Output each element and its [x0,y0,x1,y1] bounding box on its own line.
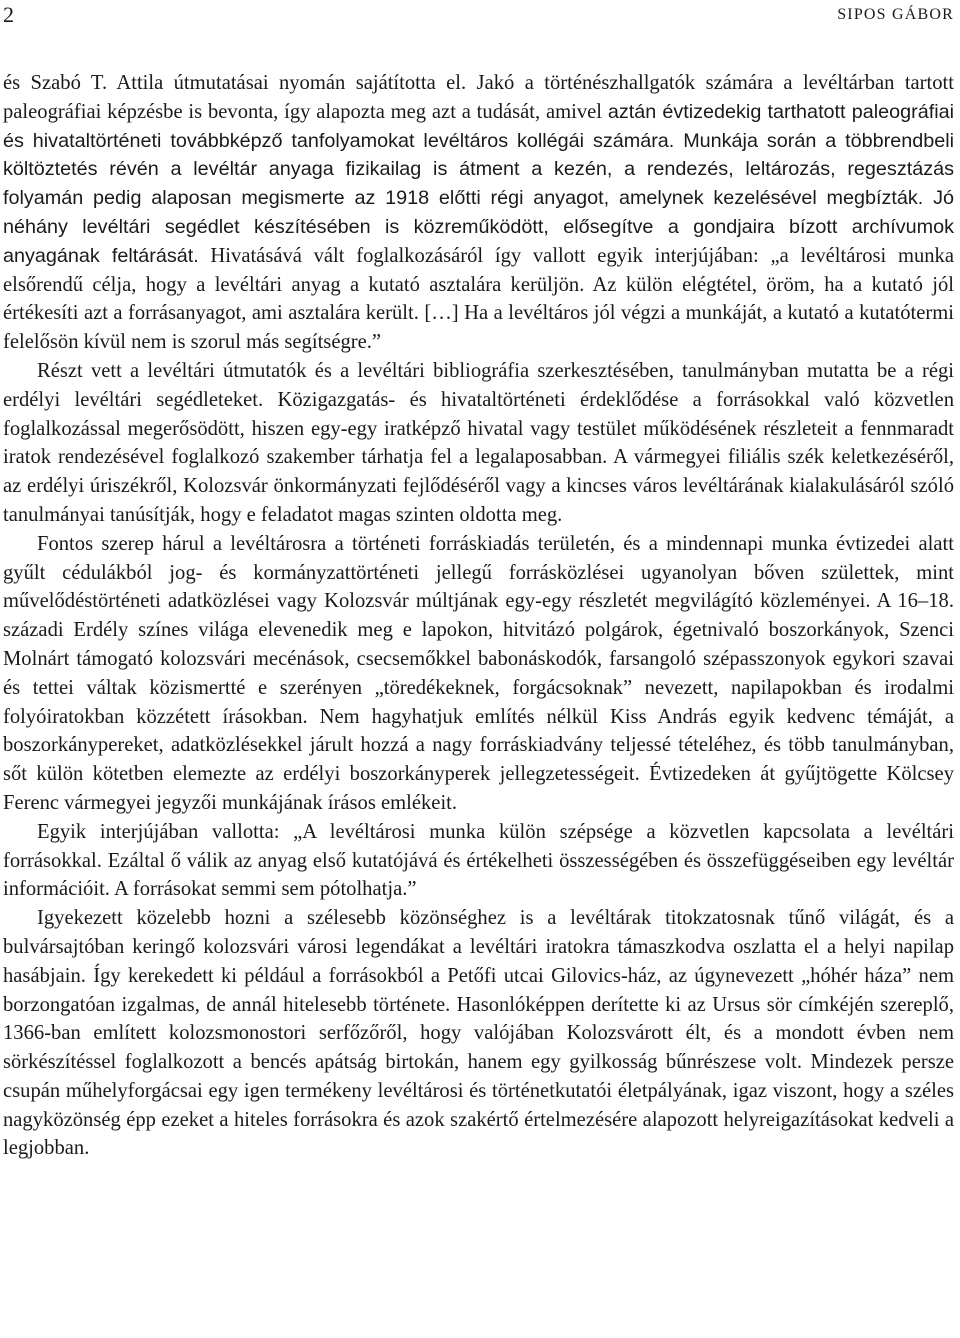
paragraph [3,357,954,530]
text-run: Igyekezett közelebb hozni a szélesebb közönséghez is a levéltárak titokzatosnak tűnő világát, és a bulvársajtóban keringő kolozsvári városi legendákat a levéltári iratokra támaszkodva oszlatta el a helyi napilap hasábjain. Így kerekedett ki például a forrásokból a Petőfi utcai Gilovics-ház, az úgynevezett „hóhér háza” nem borzongatóan izgalmas, de annál hitelesebb története. Hasonlóképpen derítette ki az Ursus sör címkéjén szereplő, 1366-ban említett kolozsmonostori serfőzőről, hogy valójában Kolozsvárott élt, és a mondott évben nem sörkészítéssel foglalkozott a bencés apátság birtokán, hanem egy gyilkosság bűnrészese volt. Mindezek persze csupán műhelyforgácsai egy igen termékeny levéltárosi és történetkutatói életpályának, igaz viszont, hogy a széles nagyközönség épp ezeket a hiteles forrásokra és azok szakértő értelmezésére alapozott helyreigazításokat kedveli a legjobban. [3,907,954,1160]
page-header [0,0,960,34]
text-run: aztán évtizedekig tarthatott paleográfiai és hivataltörténeti továbbképző tanfolyamokat levéltáros kollégái számára. Munkája során a többrendbeli költöztetés révén a levéltár anyaga fizikailag is átment a kezén, a rendezés, leltározás, regesztázás folyamán pedig alaposan megismerte az 1918 előtti régi anyagot, amelynek kezelésével megbízták. Jó néhány levéltári segédlet készítésében is közreműködött, elősegítve a gondjaira bízott archívumok anyagának feltárását. [3,100,954,267]
paragraph [3,69,954,357]
paragraph [3,530,954,818]
running-head-author: SIPOS GÁBOR [837,6,954,23]
page-number: 2 [3,2,14,27]
text-run: Részt vett a levéltári útmutatók és a levéltári bibliográfia szerkesztésében, tanulmányban mutatta be a régi erdélyi levéltári segédleteket. Közigazgatás- és hivataltörténeti érdeklődése a forrásokkal való közvetlen foglalkozással megerősödött, hiszen egy-egy iratképző hivatal vagy testület működésének részleteit a fennmaradt iratok rendezésével foglalkozó szakember tárhatja fel a legalaposabban. A vármegyei filiális szék keletkezéséről, az erdélyi úriszékről, Kolozsvár önkormányzati fejlődéséről vagy a kincses város levéltárának kialakulásáról szóló tanulmányai tanúsítják, hogy e feladatot magas szinten oldotta meg. [3,359,954,526]
text-run: Fontos szerep hárul a levéltárosra a történeti forráskiadás területén, és a mindennapi munka évtizedei alatt gyűlt cédulákból jog- és kormányzattörténeti jellegű forrásközlései ugyanolyan bőven születtek, mint művelődéstörténeti adatközlései vagy Kolozsvár múltjának egy-egy részletét megvilágító közleményei. A 16–18. századi Erdély színes világa elevenedik meg e lapokon, hitvitázó polgárok, égetnivaló boszorkányok, Szenci Molnárt támogató kolozsvári mecénások, csecsemőkkel babonáskodók, farsangoló szépasszonyok egykori szavai és tettei váltak közismertté e szerényen „töredékeknek, forgácsoknak” nevezett, napilapokban és irodalmi folyóiratokban közzétett írásokban. Nem hagyhatjuk említés nélkül Kiss András egyik kedvenc témáját, a boszorkánypereket, adatközlésekkel járult hozzá a nagy forráskiadvány teljessé tételéhez, és több tanulmányban, sőt külön kötetben elemezte az erdélyi boszorkányperek jellegzetességeit. Évtizedeken át gyűjtögette Kölcsey Ferenc vármegyei jegyzői munkájának írásos emlékeit. [3,532,954,814]
text-run: és Szabó T. Attila útmutatásai nyomán sajátította el. Jakó a történészhallgatók számára a levéltárban tartott paleográfiai képzésbe is bevonta, így alapozta meg azt a tudását, amivel [3,72,954,123]
paragraph [3,904,954,1163]
text-run: Egyik interjújában vallotta: „A levéltárosi munka külön szépsége a közvetlen kapcsolata a levéltári forrásokkal. Ezáltal ő válik az anyag első kutatójává és értékelheti összességében és összefüggéseiben egy levéltár információit. A forrásokat semmi sem pótolhatja.” [3,820,954,901]
body-text [3,69,954,1163]
text-run: Hivatásává vált foglalkozásáról így vallott egyik interjújában: „a levéltárosi munka elsőrendű célja, hogy a levéltári anyag a kutató asztalára kerüljön. Az külön elégtétel, öröm, ha a kutató jól értékesíti azt a forrásanyagot, ami asztalára került. […] Ha a levéltáros jól végzi a munkáját, a kutató a kutatótermi felelősön kívül nem is szorul más segítségre.” [3,244,954,354]
paragraph [3,818,954,904]
